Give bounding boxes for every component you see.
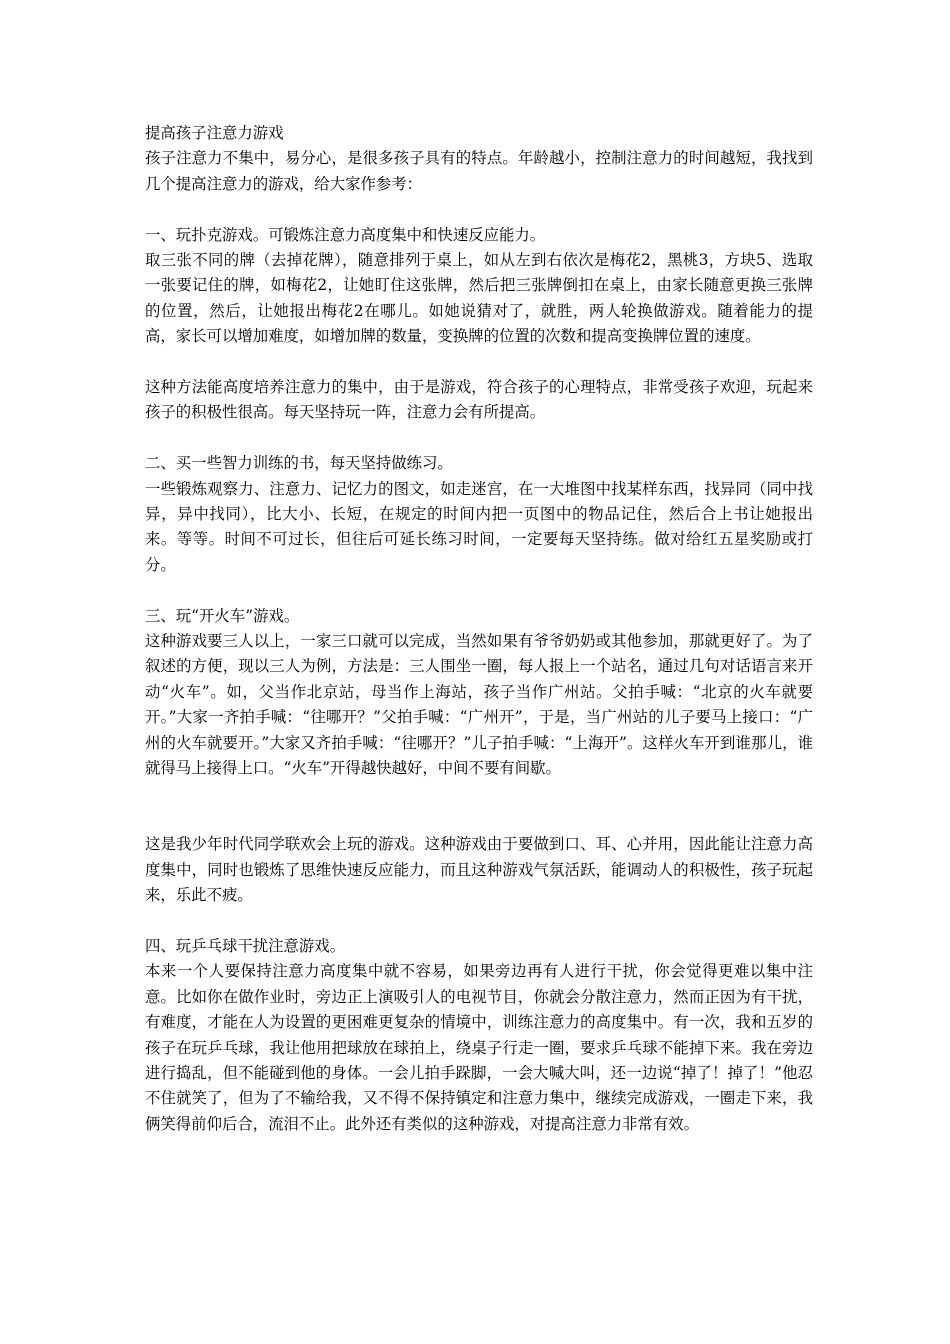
section-1-paragraph-1: 取三张不同的牌（去掉花牌），随意排列于桌上，如从左到右依次是梅花2，黑桃3，方块5、选取一张要记住的牌，如梅花2，让她盯住这张牌，然后把三张牌倒扣在桌上，由家长随意更换三张牌的位置，然后，让她报出梅花2在哪儿。如她说猜对了，就胜，两人轮换做游戏。随着能力的提高，家长可以增加难度，如增加牌的数量，变换牌的位置的次数和提高变换牌位置的速度。 <box>145 251 813 346</box>
spacer <box>145 426 813 451</box>
section-2-paragraph-1: 一些锻炼观察力、注意力、记忆力的图文，如走迷宫，在一大堆图中找某样东西，找异同（同中找异，异中找同），比大小、长短，在规定的时间内把一页图中的物品记住，然后合上书让她报出来。等等。时间不可过长，但往后可延长练习时间，一定要每天坚持练。做对给红五星奖励或打分。 <box>145 479 813 574</box>
section-4-heading: 四、玩乒乓球干扰注意游戏。 <box>145 936 346 955</box>
section-3-heading: 三、玩“开火车”游戏。 <box>145 606 300 625</box>
spacer <box>145 578 813 603</box>
spacer <box>145 197 813 222</box>
section-4-paragraph-1: 本来一个人要保持注意力高度集中就不容易，如果旁边再有人进行干扰，你会觉得更难以集中注意。比如你在做作业时，旁边正上演吸引人的电视节目，你就会分散注意力，然而正因为有干扰，有难度，才能在人为设置的更困难更复杂的情境中，训练注意力的高度集中。有一次，我和五岁的孩子在玩乒乓球，我让他用把球放在球拍上，绕桌子行走一圈，要求乒乓球不能掉下来。我在旁边进行捣乱，但不能碰到他的身体。一会儿拍手跺脚，一会大喊大叫，还一边说“掉了！掉了！”他忍不住就笑了，但为了不输给我，又不得不保持镇定和注意力集中，继续完成游戏，一圈走下来，我俩笑得前仰后合，流泪不止。此外还有类似的这种游戏，对提高注意力非常有效。 <box>145 962 813 1133</box>
section-1-paragraph-2: 这种方法能高度培养注意力的集中，由于是游戏，符合孩子的心理特点，非常受孩子欢迎，玩起来孩子的积极性很高。每天坚持玩一阵，注意力会有所提高。 <box>145 378 813 422</box>
section-2-heading: 二、买一些智力训练的书，每天坚持做练习。 <box>145 454 453 473</box>
section-3-paragraph-1: 这种游戏要三人以上，一家三口就可以完成，当然如果有爷爷奶奶或其他参加，那就更好了。为了叙述的方便，现以三人为例，方法是：三人围坐一圈，每人报上一个站名，通过几句对话语言来开动“火车”。如，父当作北京站，母当作上海站，孩子当作广州站。父拍手喊：“北京的火车就要开。”大家一齐拍手喊：“往哪开？”父拍手喊：“广州开”，于是，当广州站的儿子要马上接口：“广州的火车就要开。”大家又齐拍手喊：“往哪开？”儿子拍手喊：“上海开”。这样火车开到谁那儿，谁就得马上接得上口。“火车”开得越快越好，中间不要有间歇。 <box>145 632 813 778</box>
intro-paragraph: 孩子注意力不集中，易分心，是很多孩子具有的特点。年龄越小，控制注意力的时间越短，我找到几个提高注意力的游戏，给大家作参考： <box>145 149 813 193</box>
section-1-heading: 一、玩扑克游戏。可锻炼注意力高度集中和快速反应能力。 <box>145 225 546 244</box>
document-body <box>145 121 813 1137</box>
spacer <box>145 350 813 375</box>
spacer <box>145 782 813 833</box>
document-title: 提高孩子注意力游戏 <box>145 124 284 142</box>
spacer <box>145 909 813 934</box>
section-3-paragraph-2: 这是我少年时代同学联欢会上玩的游戏。这种游戏由于要做到口、耳、心并用，因此能让注意力高度集中，同时也锻炼了思维快速反应能力，而且这种游戏气氛活跃，能调动人的积极性，孩子玩起来，乐此不疲。 <box>145 835 813 905</box>
